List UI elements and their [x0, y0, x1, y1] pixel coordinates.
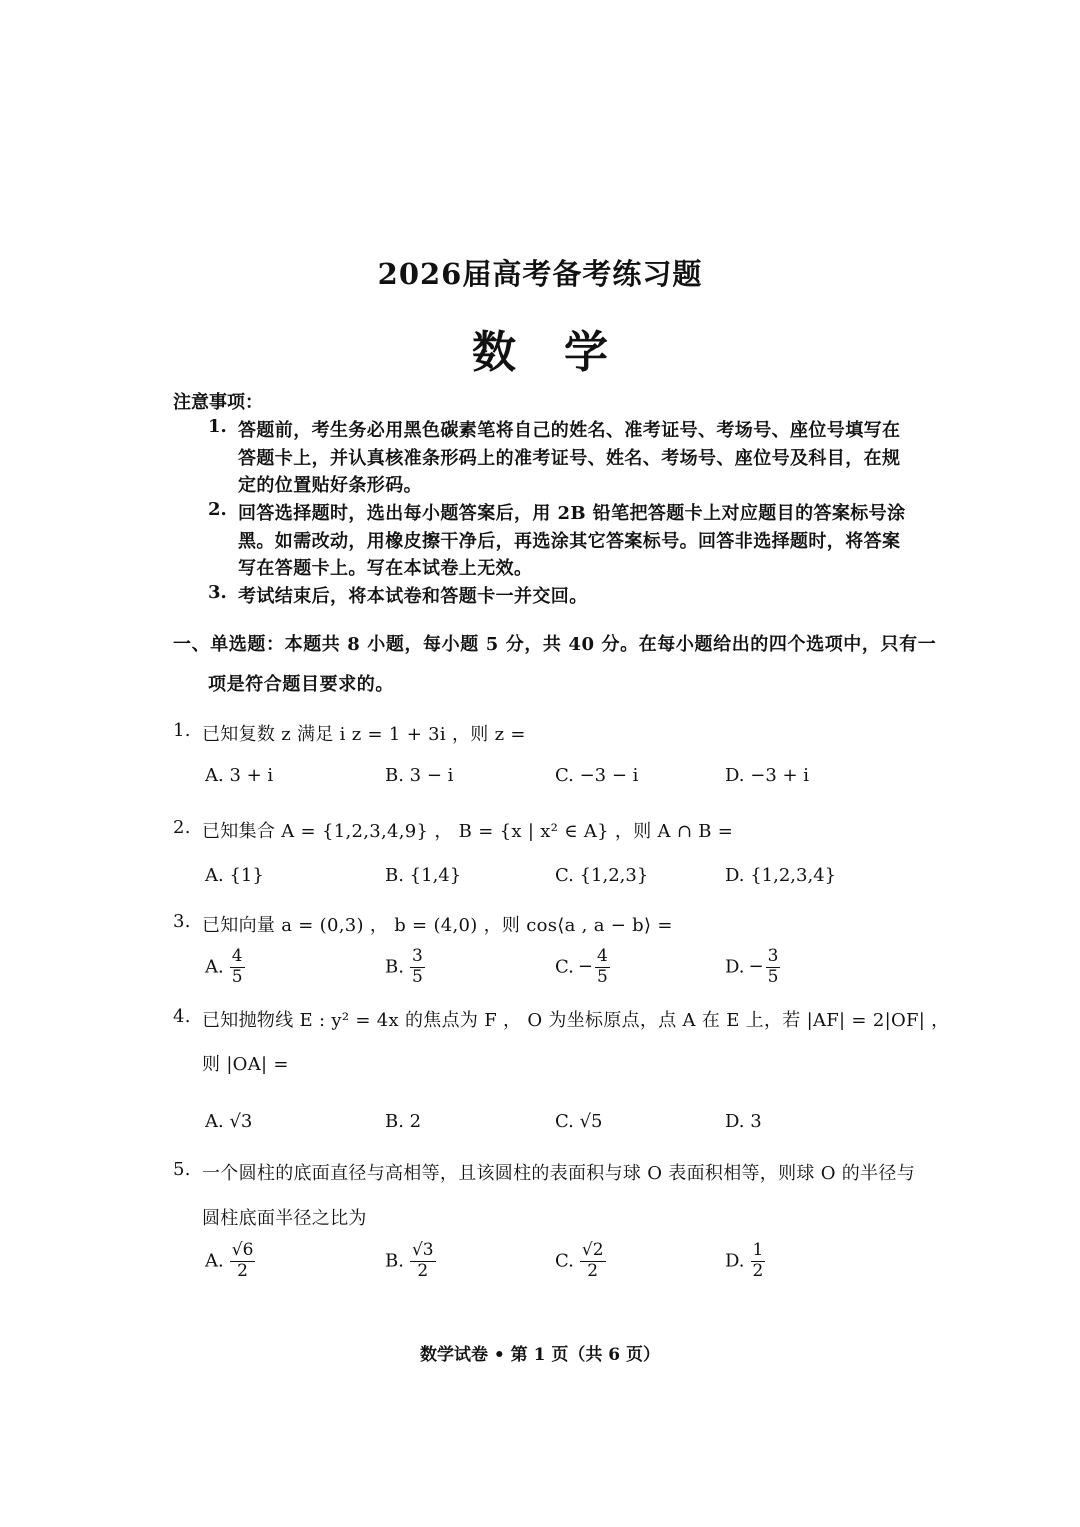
fraction-numerator: √3 — [411, 1240, 434, 1260]
question-stem: 则 |OA| = — [202, 1054, 289, 1075]
option-a: A. √3 — [205, 1111, 253, 1132]
option-fraction — [766, 948, 781, 987]
fraction-denominator: 5 — [231, 966, 243, 987]
option-fraction — [595, 948, 610, 987]
option-a: A. 3 + i — [205, 765, 274, 786]
option-fraction — [230, 1242, 256, 1281]
option-label: C. — [555, 1250, 574, 1272]
note-line: 定的位置贴好条形码。 — [238, 475, 422, 496]
option-label: B. — [385, 956, 404, 978]
option-b: B. 2 — [385, 1111, 422, 1132]
question-number: 2. — [173, 817, 191, 838]
fraction-denominator: 2 — [417, 1260, 429, 1281]
note-line: 回答选择题时，选出每小题答案后，用 2B 铅笔把答题卡上对应题目的答案标号涂 — [238, 503, 906, 524]
question-number: 4. — [173, 1006, 191, 1027]
fraction-numerator: 4 — [596, 946, 608, 966]
option-a: A. {1} — [205, 865, 264, 886]
note-number: 1. — [208, 416, 227, 437]
option-d: D. 3 — [725, 1111, 762, 1132]
question-stem: 已知集合 A = {1,2,3,4,9} ， B = {x | x² ∈ A} ，则 A ∩ B = — [202, 821, 734, 842]
note-line: 写在答题卡上。写在本试卷上无效。 — [238, 558, 533, 579]
option-sign: − — [748, 956, 764, 978]
option-d — [725, 948, 780, 987]
fraction-denominator: 2 — [587, 1260, 599, 1281]
notes-heading: 注意事项： — [173, 392, 263, 413]
exam-title: 2026届高考备考练习题 — [377, 257, 703, 291]
option-c: C. √5 — [555, 1111, 603, 1132]
option-fraction — [410, 948, 425, 987]
page-footer: 数学试卷 • 第 1 页（共 6 页） — [419, 1345, 661, 1365]
fraction-numerator: 4 — [231, 946, 243, 966]
question-stem: 已知向量 a = (0,3) ， b = (4,0) ，则 cos⟨a , a − b⟩ = — [202, 915, 673, 936]
option-b — [385, 948, 425, 987]
option-b — [385, 1242, 436, 1281]
fraction-denominator: 2 — [237, 1260, 248, 1281]
fraction-denominator: 5 — [767, 966, 779, 987]
note-number: 3. — [208, 582, 227, 603]
option-d — [725, 1242, 765, 1281]
fraction-numerator: 3 — [411, 946, 423, 966]
option-fraction — [230, 948, 245, 987]
note-line: 黑。如需改动，用橡皮擦干净后，再选涂其它答案标号。回答非选择题时，将答案 — [238, 531, 901, 552]
option-a — [205, 948, 245, 987]
option-d: D. −3 + i — [725, 765, 810, 786]
question-number: 5. — [173, 1159, 191, 1180]
option-c: C. {1,2,3} — [555, 865, 649, 886]
option-label: D. — [725, 1250, 745, 1272]
section-heading-line: 一、单选题：本题共 8 小题，每小题 5 分，共 40 分。在每小题给出的四个选项中，只有一 — [173, 634, 937, 655]
option-c — [555, 948, 610, 987]
question-stem: 圆柱底面半径之比为 — [202, 1208, 367, 1229]
fraction-denominator: 5 — [411, 966, 423, 987]
option-sign: − — [577, 956, 593, 978]
note-line: 考试结束后，将本试卷和答题卡一并交回。 — [238, 586, 588, 607]
option-b: B. 3 − i — [385, 765, 454, 786]
option-label: C. — [555, 956, 574, 978]
note-line: 答题前，考生务必用黑色碳素笔将自己的姓名、准考证号、考场号、座位号填写在 — [238, 420, 901, 441]
option-c — [555, 1242, 606, 1281]
note-number: 2. — [208, 499, 227, 520]
question-stem: 已知复数 z 满足 i z = 1 + 3i ，则 z = — [202, 724, 526, 745]
option-fraction — [580, 1242, 606, 1281]
question-number: 1. — [173, 720, 191, 741]
option-label: B. — [385, 1250, 404, 1272]
option-a — [205, 1242, 255, 1281]
fraction-numerator: 1 — [752, 1240, 764, 1260]
fraction-numerator: 3 — [767, 946, 779, 966]
fraction-denominator: 2 — [752, 1260, 764, 1281]
option-d: D. {1,2,3,4} — [725, 865, 837, 886]
option-label: D. — [725, 956, 745, 978]
note-line: 答题卡上，并认真核准条形码上的准考证号、姓名、考场号、座位号及科目，在规 — [238, 448, 901, 469]
option-fraction — [410, 1242, 436, 1281]
fraction-numerator: √2 — [581, 1240, 604, 1260]
option-c: C. −3 − i — [555, 765, 639, 786]
question-stem: 一个圆柱的底面直径与高相等，且该圆柱的表面积与球 O 表面积相等，则球 O 的半径与 — [202, 1163, 915, 1184]
question-number: 3. — [173, 911, 191, 932]
fraction-numerator: √6 — [231, 1240, 254, 1260]
option-label: A. — [205, 956, 224, 978]
option-fraction — [751, 1242, 766, 1281]
exam-subject: 数学 — [472, 327, 656, 378]
section-heading-line: 项是符合题目要求的。 — [208, 674, 394, 695]
question-stem: 已知抛物线 E : y² = 4x 的焦点为 F ， O 为坐标原点，点 A 在 E 上，若 |AF| = 2|OF| ， — [202, 1010, 950, 1031]
fraction-denominator: 5 — [596, 966, 608, 987]
option-label: A. — [205, 1250, 224, 1272]
option-b: B. {1,4} — [385, 865, 462, 886]
